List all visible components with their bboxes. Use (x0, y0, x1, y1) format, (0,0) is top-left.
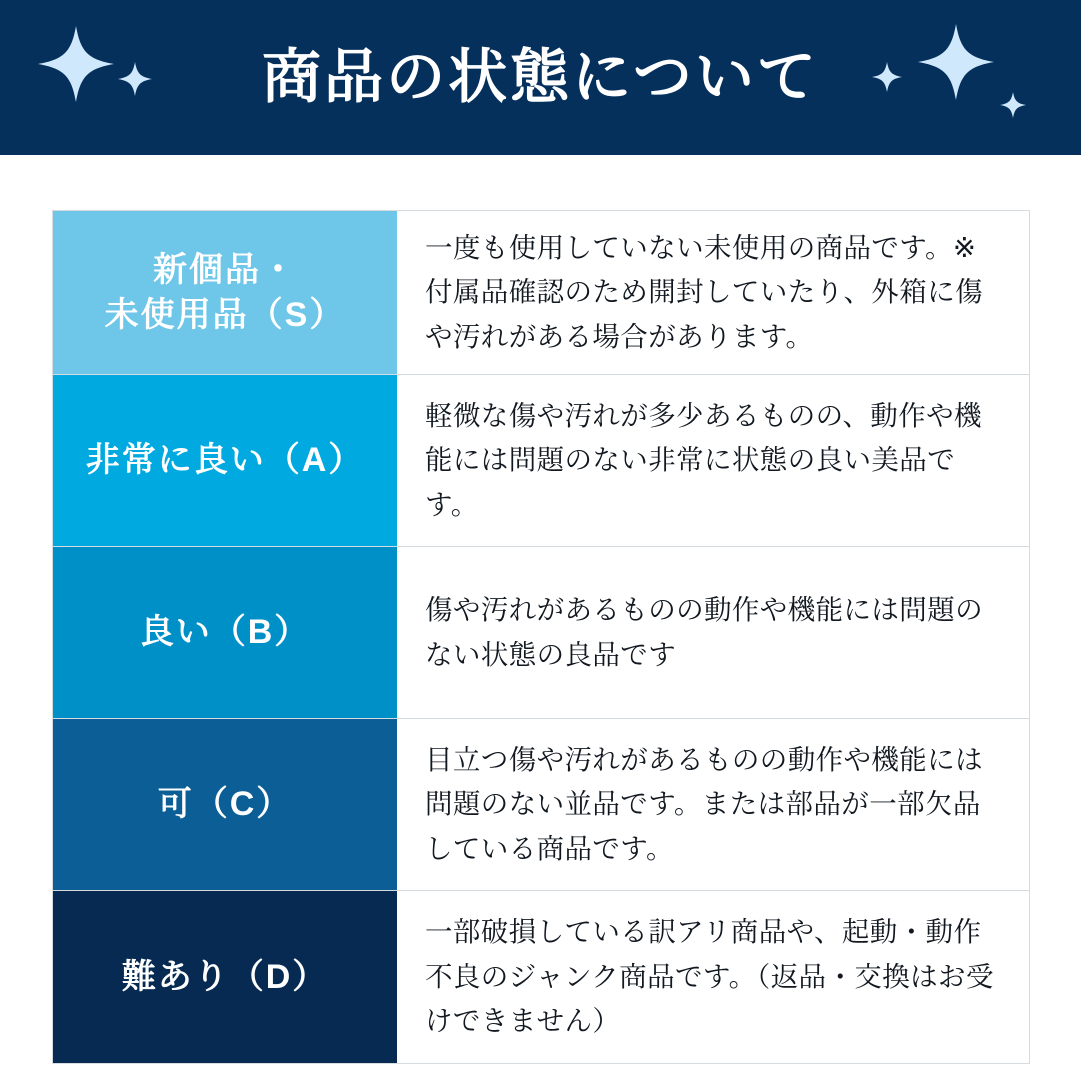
condition-description-a: 軽微な傷や汚れが多少あるものの、動作や機能には問題のない非常に状態の良い美品です。 (425, 399, 982, 520)
condition-label-line1: 難あり（D） (121, 957, 329, 996)
condition-label-c (53, 719, 397, 890)
condition-label-s (53, 211, 397, 374)
condition-label-line1: 可（C） (157, 785, 293, 824)
sparkle-small-icon (872, 62, 902, 92)
condition-label-line1: 非常に良い（A） (85, 441, 365, 480)
page-title: 商品の状態について (262, 44, 819, 110)
condition-label-b (53, 547, 397, 718)
condition-label-line1: 良い（B） (139, 613, 311, 652)
header-banner (0, 0, 1081, 155)
condition-label-line2: 未使用品（S） (104, 295, 346, 334)
condition-description-d: 一部破損している訳アリ商品や、起動・動作不良のジャンク商品です。（返品・交換はお受けできません） (425, 916, 994, 1037)
condition-label-line1: 新個品・ (153, 250, 297, 289)
condition-label-d (53, 891, 397, 1063)
table-row (53, 891, 1029, 1063)
condition-description-c: 目立つ傷や汚れがあるものの動作や機能には問題のない並品です。または部品が一部欠品している商品です。 (425, 743, 983, 864)
table-row (53, 211, 1029, 375)
condition-label-a (53, 375, 397, 546)
table-row (53, 375, 1029, 547)
sparkle-icon (38, 26, 114, 102)
sparkle-icon (918, 24, 994, 100)
condition-description-s: 一度も使用していない未使用の商品です。※付属品確認のため開封していたり、外箱に傷や汚れがある場合があります。 (425, 231, 983, 352)
condition-description-b: 傷や汚れがあるものの動作や機能には問題のない状態の良品です (425, 593, 983, 670)
sparkle-small-icon (118, 62, 152, 96)
table-row (53, 547, 1029, 719)
table-row (53, 719, 1029, 891)
sparkle-tiny-icon (1000, 92, 1026, 118)
condition-table (52, 210, 1030, 1064)
